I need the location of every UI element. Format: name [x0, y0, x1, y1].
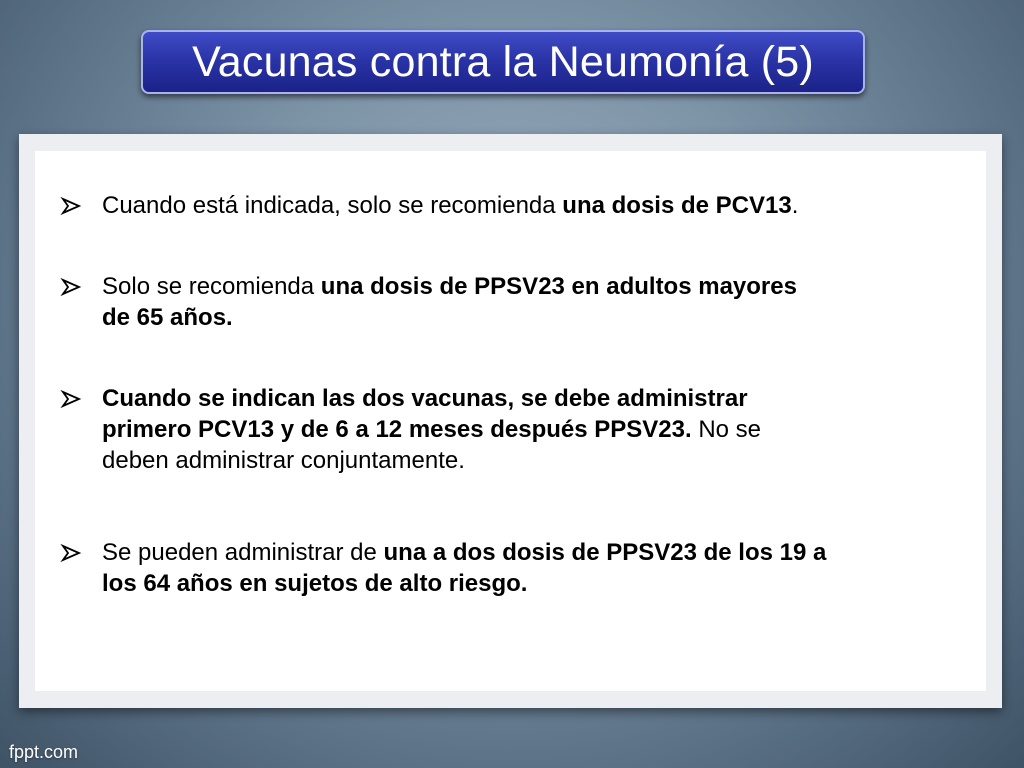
bullet-text-2 [102, 271, 960, 333]
content-frame [19, 134, 1002, 708]
bullet-item-1 [60, 190, 960, 221]
bullet-line [102, 304, 233, 331]
text-run-bold: una dosis de PPSV23 en adultos mayores [320, 273, 797, 300]
arrow-bullet-icon [60, 383, 102, 414]
content-panel [35, 151, 986, 691]
arrow-bullet-icon [60, 537, 102, 568]
arrow-bullet-icon [60, 190, 102, 221]
text-run-bold: los 64 años en sujetos de alto riesgo. [102, 570, 528, 597]
bullet-item-2 [60, 271, 960, 333]
slide-title: Vacunas contra la Neumonía (5) [192, 37, 814, 86]
text-run: No se [691, 416, 762, 443]
bullet-line [102, 192, 798, 219]
bullet-line [102, 273, 797, 300]
bullet-text-1 [102, 190, 960, 221]
bullet-item-4 [60, 537, 960, 599]
bullet-line [102, 570, 527, 597]
text-run: Se pueden administrar de [102, 539, 384, 566]
bullet-line [102, 539, 826, 566]
text-run: . [791, 192, 799, 219]
footer-brand-logo: fppt.com [9, 742, 79, 762]
text-run-bold: una dosis de PCV13 [562, 192, 792, 219]
text-run-bold: primero PCV13 y de 6 a 12 meses después PPSV23. [102, 416, 692, 443]
slide-title-banner [141, 30, 865, 94]
bullet-line [102, 447, 465, 474]
text-run-bold: una a dos dosis de PPSV23 de los 19 a [383, 539, 827, 566]
bullet-text-4 [102, 537, 960, 599]
bullet-item-3 [60, 383, 960, 476]
text-run: Cuando está indicada, solo se recomienda [102, 192, 563, 219]
text-run-bold: de 65 años. [102, 304, 233, 331]
arrow-bullet-icon [60, 271, 102, 302]
bullet-line [102, 416, 761, 443]
bullet-line [102, 385, 748, 412]
text-run: deben administrar conjuntamente. [102, 447, 465, 474]
text-run: Solo se recomienda [102, 273, 321, 300]
text-run-bold: Cuando se indican las dos vacunas, se debe administrar [102, 385, 748, 412]
bullet-text-3 [102, 383, 960, 476]
